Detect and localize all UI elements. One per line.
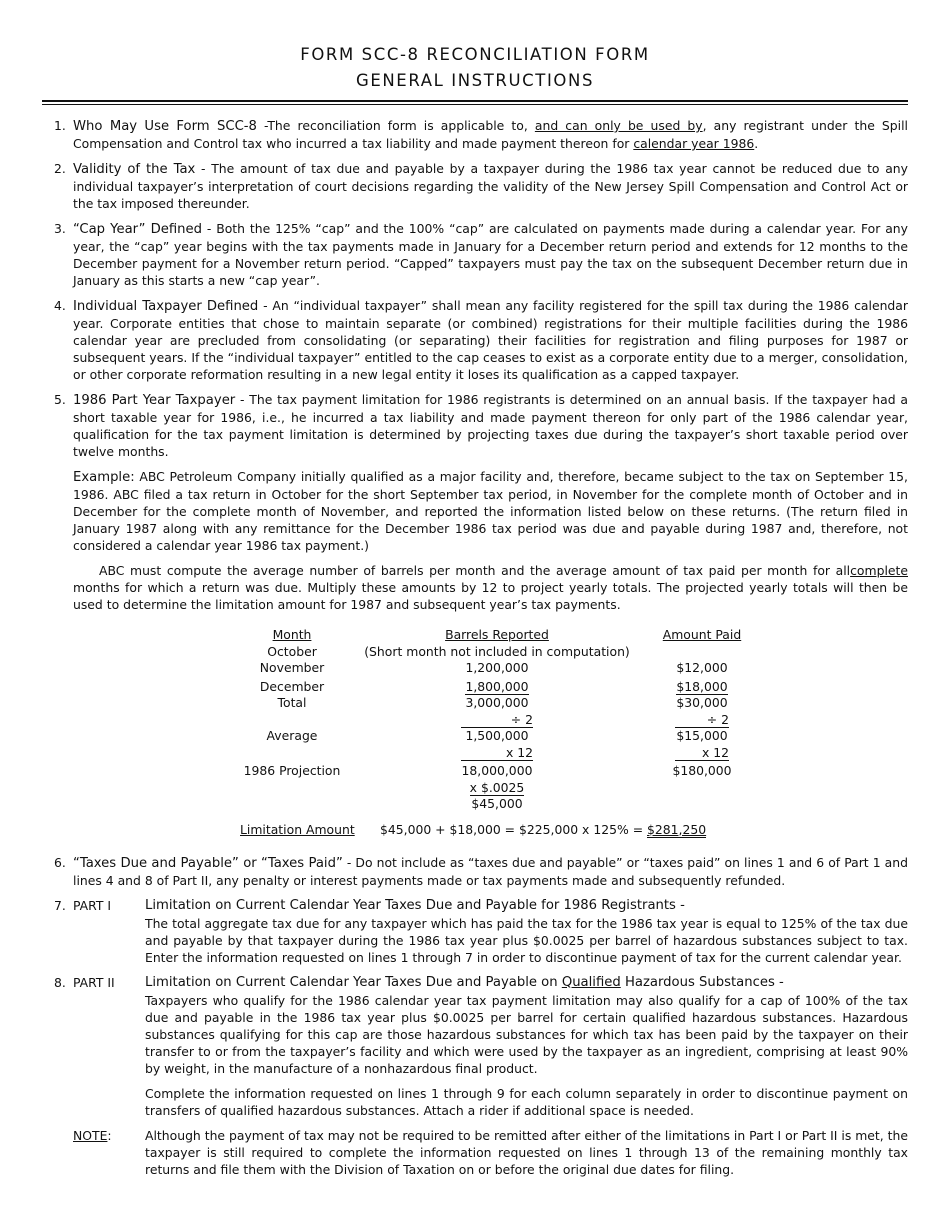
month-header: Month bbox=[272, 627, 312, 642]
limitation-label: Limitation Amount bbox=[240, 821, 355, 837]
instruction-item-6: 6. “Taxes Due and Payable” or “Taxes Paid” - Do not include as “taxes due and payable” or “taxes paid” on lines 1 and 6 of Part 1 and lines 4 and 8 of Part II, any penalty or interest payments made or tax payments made and subsequently refunded. bbox=[54, 854, 908, 888]
part-label: PART I bbox=[73, 897, 112, 913]
table-row: Total 3,000,000 $30,000 bbox=[277, 695, 728, 710]
item-heading: Who May Use Form SCC-8 bbox=[73, 119, 257, 134]
instruction-item-5: 5. 1986 Part Year Taxpayer - The tax payment limitation for 1986 registrants is determined on an annual basis. If the taxpayer had a short taxable year for 1986, i.e., he incurred a tax liability and made payment thereon for only part of the 1986 calendar year, qualification for the tax payment limitation is determined by projecting taxes due during the taxpayer’s short taxable period over twelve months. bbox=[54, 392, 908, 459]
example-paragraph: Example: ABC Petroleum Company initially qualified as a major facility and, therefore, became subject to the tax on September 15, 1986. ABC filed a tax return in October for the short September tax period, in November for the complete month of October and in December for the complete month of November, and reported the information listed below on these returns. (The return filed in January 1987 along with any remittance for the December 1986 tax period was due and payable during 1987 and, therefore, not considered a calendar year 1986 tax payment.) bbox=[73, 469, 908, 553]
note-block: NOTE: Although the payment of tax may not be required to be remitted after either of the limitations in Part I or Part II is met, the taxpayer is still required to complete the information requested on lines 1 through 13 of the remaining monthly tax returns and file them with the Division of Taxation on or before the original due dates for filing. bbox=[73, 1127, 908, 1177]
instructions-page bbox=[42, 0, 908, 1186]
limitation-value: $281,250 bbox=[647, 821, 707, 837]
table-row: $45,000 bbox=[471, 796, 523, 811]
part-label: PART II bbox=[73, 974, 115, 990]
table-row: x $.0025 bbox=[469, 779, 525, 795]
limitation-amount-line bbox=[240, 821, 908, 838]
computation-table bbox=[222, 627, 772, 813]
instruction-item-7: 7. PART I Limitation on Current Calendar Year Taxes Due and Payable for 1986 Registrants - The total aggregate tax due for any taxpayer which has paid the tax for the 1986 tax year is equal to 125% of the tax due and payable by that taxpayer during the 1986 tax year plus $0.0025 per barrel of hazardous substances subject to tax. Enter the information requested on lines 1 through 7 in order to discontinue payment of tax for the current calendar year. bbox=[54, 897, 908, 965]
instruction-item-2: 2. Validity of the Tax - The amount of tax due and payable by a taxpayer during the 1986 tax year cannot be reduced due to any individual taxpayer’s interpretation of court decisions regarding the validity of the New Jersey Spill Compensation and Control Act or the tax imposed thereunder. bbox=[54, 161, 908, 211]
form-subtitle: GENERAL INSTRUCTIONS bbox=[355, 71, 595, 90]
item-heading: Validity of the Tax bbox=[73, 162, 196, 177]
table-row: November 1,200,000 $12,000 bbox=[259, 660, 728, 675]
table-row: x 12 x 12 bbox=[222, 745, 772, 762]
part-heading: Limitation on Current Calendar Year Taxes Due and Payable for 1986 Registrants - bbox=[145, 897, 685, 913]
part-heading: Limitation on Current Calendar Year Taxes Due and Payable on Qualified Hazardous Substances - bbox=[145, 974, 784, 990]
item-heading: “Taxes Due and Payable” or “Taxes Paid” bbox=[73, 855, 343, 871]
double-rule-divider bbox=[42, 100, 908, 105]
amount-header: Amount Paid bbox=[662, 627, 742, 642]
instruction-item-3: 3. “Cap Year” Defined - Both the 125% “cap” and the 100% “cap” are calculated on payments made during a calendar year. For any year, the “cap” year begins with the tax payments made in January for a December return period and extends for 12 months to the December payment for a November return period. “Capped” taxpayers must pay the tax on the subsequent December return due in January as this starts a new “cap year”. bbox=[54, 221, 908, 288]
item-heading: “Cap Year” Defined bbox=[73, 222, 202, 237]
form-title: FORM SCC-8 RECONCILIATION FORM bbox=[300, 45, 650, 64]
instruction-item-8: 8. PART II Limitation on Current Calendar Year Taxes Due and Payable on Qualified Hazardous Substances - Taxpayers who qualify for the 1986 calendar year tax payment limitation may also qualify for a cap of 100% of the tax due and payable in the 1986 tax year plus $0.0025 per barrel for certain qualified hazardous substances. Hazardous substances qualifying for this cap are those hazardous substances for which tax has been paid by the taxpayer on their transfer to or from the taxpayer’s facility and which were used by the taxpayer as an ingredient, comprising at least 90% by weight, in the manufacture of a nonhazardous final product. Complete the information requested on lines 1 through 9 for each column separately in order to discontinue payment on transfers of qualified hazardous substances. Attach a rider if additional space is needed. bbox=[54, 974, 908, 1118]
item-heading: 1986 Part Year Taxpayer bbox=[73, 393, 236, 408]
table-row: Average 1,500,000 $15,000 bbox=[266, 728, 728, 743]
table-row: ÷ 2 ÷ 2 bbox=[222, 712, 772, 729]
table-row: October (Short month not included in computation) bbox=[267, 643, 630, 659]
compute-paragraph: ABC must compute the average number of barrels per month and the average amount of tax paid per month for allcomplete months for which a return was due. Multiply these amounts by 12 to project yearly totals. The projected yearly totals will then be used to determine the limitation amount for 1987 and subsequent year’s tax payments. bbox=[73, 563, 908, 612]
item-heading: Individual Taxpayer Defined bbox=[73, 299, 259, 314]
table-row: December 1,800,000 $18,000 bbox=[259, 678, 728, 694]
instruction-item-1: 1. Who May Use Form SCC-8 -The reconciliation form is applicable to, and can only be used by, any registrant under the Spill Compensation and Control tax who incurred a tax liability and made payment thereon for calendar year 1986. bbox=[54, 118, 908, 151]
note-label: NOTE: bbox=[73, 1127, 112, 1143]
limitation-formula: $45,000 + $18,000 = $225,000 x 125% = bbox=[380, 821, 648, 837]
table-row: 1986 Projection 18,000,000 $180,000 bbox=[243, 763, 732, 778]
instruction-item-4: 4. Individual Taxpayer Defined - An “individual taxpayer” shall mean any facility registered for the spill tax during the 1986 calendar year. Corporate entities that chose to maintain separate (or combined) registrations for their multiple facilities during the 1986 calendar year are precluded from consolidating (or separating) their facilities for registration and filing purposes for 1987 or subsequent years. If the “individual taxpayer” entitled to the cap ceases to exist as a corporate entity due to a merger, consolidation, or other corporate reformation resulting in a new legal entity it loses its qualification as a capped taxpayer. bbox=[54, 298, 908, 382]
table-header-row bbox=[222, 627, 772, 644]
barrels-header: Barrels Reported bbox=[445, 627, 549, 642]
